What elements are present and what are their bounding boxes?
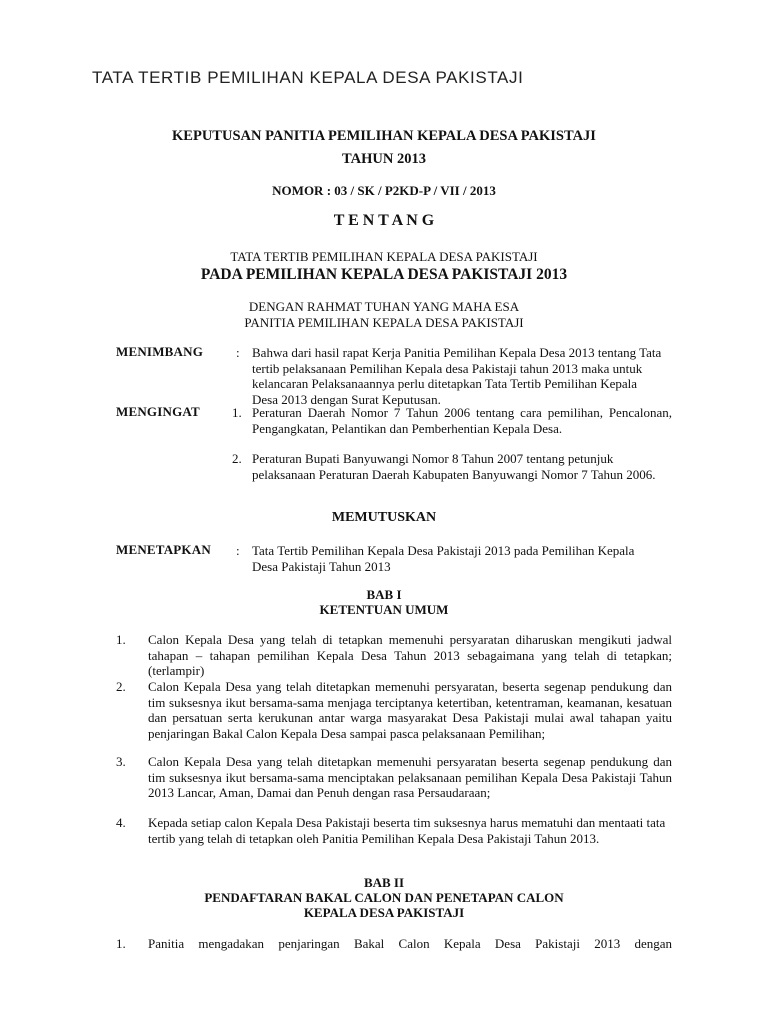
list-item-text: Kepada setiap calon Kepala Desa Pakistaji beserta tim suksesnya harus mematuhi dan mentaati tata tertib yang telah di tetapkan oleh Panitia Pemilihan Kepala Desa Pakistaji Tahun 2013. xyxy=(148,815,666,846)
considering-text: Bahwa dari hasil rapat Kerja Panitia Pemilihan Kepala Desa 2013 tentang Tata tertib pelaksanaan Pemilihan Kepala desa Pakistaji tahun 2013 maka untuk kelancaran Pelaksanaannya perlu ditetapkan Tata Tertib Pemilihan Kepala Desa 2013 dengan Surat Keputusan. xyxy=(252,345,662,407)
list-item-text: Calon Kepala Desa yang telah di tetapkan memenuhi persyaratan diharuskan mengikuti jadwal tahapan – tahapan pemilihan Kepala Desa Tahun 2013 sebagaimana yang telah di tetapkan; (terlampir) xyxy=(148,632,672,679)
decree-subject-line2: PADA PEMILIHAN KEPALA DESA PAKISTAJI 2013 xyxy=(200,266,568,283)
list-item-number: 2. xyxy=(116,679,126,694)
decide-text: Tata Tertib Pemilihan Kepala Desa Pakistaji 2013 pada Pemilihan Kepala Desa Pakistaji Tahun 2013 xyxy=(252,543,635,574)
remembering-item-text: Peraturan Daerah Nomor 7 Tahun 2006 tentang cara pemilihan, Pencalonan, Pengangkatan, Pelantikan dan Pemberhentian Kepala Desa. xyxy=(252,405,672,436)
chapter2-subtitle-line2: KEPALA DESA PAKISTAJI xyxy=(303,905,465,920)
decide-heading: MEMUTUSKAN xyxy=(331,510,437,525)
decree-title-line2: TAHUN 2013 xyxy=(342,151,426,167)
decide-label: MENETAPKAN xyxy=(116,542,211,557)
chapter1-title: BAB I xyxy=(366,587,402,602)
decree-subject-line1: TATA TERTIB PEMILIHAN KEPALA DESA PAKISTAJI xyxy=(230,249,538,264)
considering-colon: : xyxy=(236,345,240,360)
list-item-number: 1. xyxy=(116,632,126,647)
list-item-number: 1. xyxy=(116,936,126,951)
decide-colon: : xyxy=(236,543,240,558)
blessing-line2: PANITIA PEMILIHAN KEPALA DESA PAKISTAJI xyxy=(244,315,524,330)
decree-number: NOMOR : 03 / SK / P2KD-P / VII / 2013 xyxy=(272,183,496,198)
chapter1-subtitle: KETENTUAN UMUM xyxy=(319,602,449,617)
list-item-text: Calon Kepala Desa yang telah ditetapkan memenuhi persyaratan beserta segenap pendukung dan tim suksesnya ikut bersama-sama menciptakan pelaksanaan pemilihan Kepala Desa Pakistaji Tahun 2013 Lancar, Aman, Damai dan Penuh dengan rasa Persaudaraan; xyxy=(148,754,672,801)
list-item-text: Calon Kepala Desa yang telah ditetapkan memenuhi persyaratan, beserta segenap pendukung dan tim suksesnya ikut bersama-sama menjaga terciptanya ketertiban, ketentraman, keamanan, kesatuan dan persatuan serta kerukunan antar warga masyarakat Desa Pakistaji mulai awal tahapan yaitu penjaringan Bakal Calon Kepala Desa sampai pasca pelaksanaan Pemilihan; xyxy=(148,679,672,741)
chapter2-title: BAB II xyxy=(363,875,405,890)
blessing-line1: DENGAN RAHMAT TUHAN YANG MAHA ESA xyxy=(248,299,520,314)
remembering-item-number: 1. xyxy=(232,405,242,420)
remembering-label: MENGINGAT xyxy=(116,404,200,419)
list-item-number: 4. xyxy=(116,815,126,830)
chapter2-subtitle-line1: PENDAFTARAN BAKAL CALON DAN PENETAPAN CALON xyxy=(204,890,564,905)
list-item-text: Panitia mengadakan penjaringan Bakal Calon Kepala Desa Pakistaji 2013 dengan xyxy=(148,936,672,951)
decree-about: T E N T A N G xyxy=(333,212,435,229)
considering-label: MENIMBANG xyxy=(116,344,204,359)
remembering-item-text: Peraturan Bupati Banyuwangi Nomor 8 Tahun 2007 tentang petunjuk pelaksanaan Peraturan Daerah Kabupaten Banyuwangi Nomor 7 Tahun 2006. xyxy=(252,451,656,482)
list-item-number: 3. xyxy=(116,754,126,769)
remembering-item-number: 2. xyxy=(232,451,242,466)
decree-title-line1: KEPUTUSAN PANITIA PEMILIHAN KEPALA DESA PAKISTAJI xyxy=(172,128,596,144)
page-title: TATA TERTIB PEMILIHAN KEPALA DESA PAKISTAJI xyxy=(92,68,524,87)
